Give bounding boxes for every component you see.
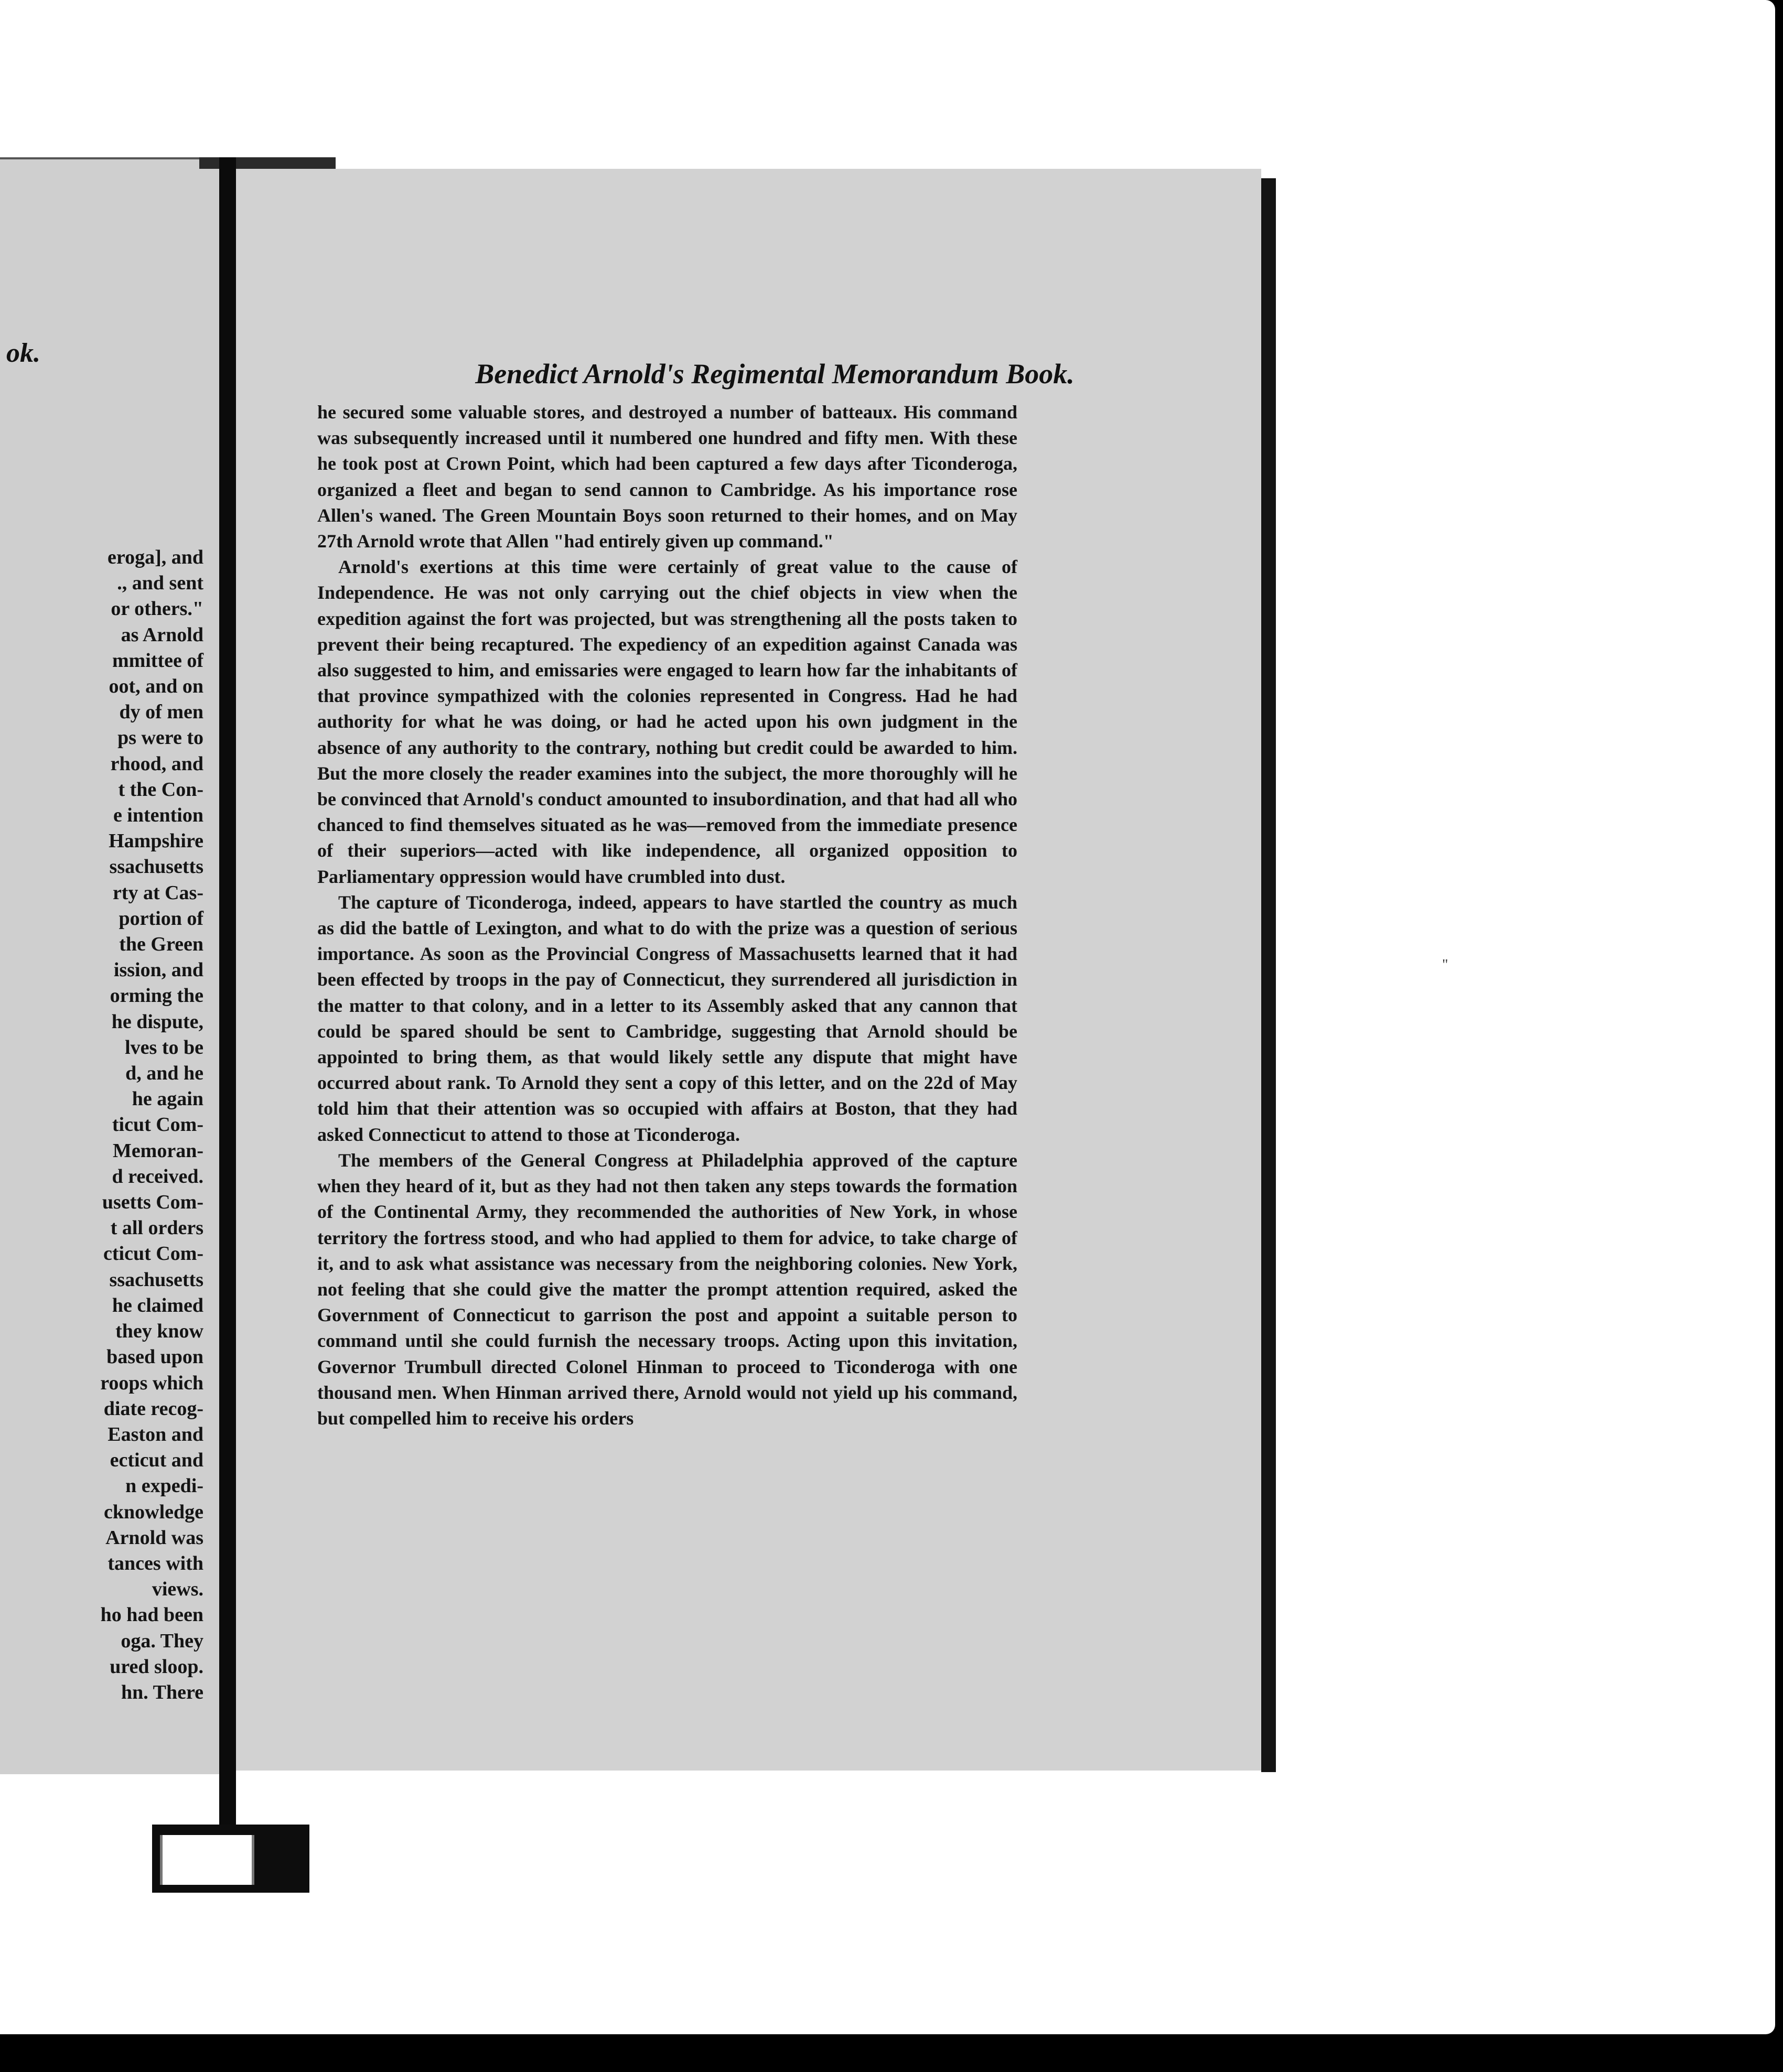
binding-tab-window [160,1835,254,1885]
stray-mark: " [1442,957,1448,973]
left-page-line: cticut Com- [103,1243,203,1265]
paragraph: he secured some valuable stores, and destroyed a number of batteaux. His command was subsequently increased until it numbered one hundred and fifty men. With these he took post at Crown Point, which had been captured a few days after Ticonderoga, organized a fleet and began to send cannon to Cambridge. As his importance rose Allen's waned. The Green Mountain Boys soon returned to their homes, and on May 27th Arnold wrote that Allen "had entirely given up command." [317,402,1017,552]
left-page-line: d, and he [125,1062,203,1085]
left-page-line: hn. There [121,1681,203,1703]
paragraph: The members of the General Congress at Philadelphia approved of the capture when they heard of it, but as they had not then taken any steps towards the formation of the Continental Army, they recommended the authorities of New York, in whose territory the fortress stood, and who had applied to them for advice, to take charge of it, and to ask what assistance was necessary from the neighboring colonies. New York, not feeling that she could give the matter the prompt attention required, asked the Government of Connecticut to garrison the post and appoint a suitable person to command until she could furnish the necessary troops. Acting upon this invitation, Governor Trumbull directed Colonel Hinman to proceed to Ticonderoga with one thousand men. When Hinman arrived there, Arnold would not yield up his command, but compelled him to receive his orders [317,1149,1017,1429]
left-page-line: mmittee of [112,649,203,672]
left-page-line: portion of [119,907,203,930]
left-page-line: ssachusetts [109,1268,203,1291]
paragraph: Arnold's exertions at this time were certainly of great value to the cause of Independence. He was not only carrying out the chief objects in view when the expedition against the fort was projected, but was strengthening all the posts taken to prevent their being recaptured. The expediency of an expedition against Canada was also suggested to him, and emissaries were engaged to learn how far the inhabitants of that province sympathized with the colonies represented in Congress. Had he had authority for what he was doing, or had he acted upon his own judgment in the absence of any authority to the contrary, nothing but credit could be awarded to him. But the more closely the reader examines into the subject, the more thoroughly will he be convinced that Arnold's conduct amounted to insubordination, and that had all who chanced to find themselves situated as he was—removed from the immediate presence of their superiors—acted with like independence, all organized opposition to Parliamentary oppression would have crumbled into dust. [317,556,1017,887]
left-page-line: Memoran- [112,1139,203,1162]
left-page-line: eroga], and [108,546,203,568]
right-page [236,169,1261,1771]
left-page-line: Easton and [108,1423,203,1445]
left-page-line: ho had been [100,1604,203,1626]
left-page-line: e intention [113,804,203,827]
left-page-line: diate recog- [103,1397,203,1420]
left-page [0,157,219,1774]
left-page-text [100,545,203,1706]
left-page-line: cknowledge [104,1501,203,1523]
left-page-line: or others." [111,598,203,620]
left-page-line: ticut Com- [112,1114,203,1136]
left-page-line: dy of men [119,701,203,724]
left-page-line: views. [152,1578,203,1601]
left-page-line: Hampshire [109,830,203,852]
gutter-bar [219,157,236,1893]
left-page-line: Arnold was [105,1526,203,1549]
left-page-line: ured sloop. [110,1655,203,1678]
left-page-line: rty at Cas- [112,881,203,904]
left-page-line: based upon [106,1346,203,1368]
left-page-line: t the Con- [118,778,203,801]
left-page-line: t all orders [110,1217,203,1239]
right-page-edge [1261,178,1276,1772]
left-page-line: tances with [108,1552,203,1574]
left-page-line: ssachusetts [109,856,203,878]
left-page-line: he dispute, [111,1010,203,1033]
left-page-line: roops which [100,1372,203,1394]
left-page-line: he claimed [112,1294,203,1316]
left-page-line: rhood, and [110,752,203,775]
left-page-line: ., and sent [117,572,203,595]
left-page-line: they know [115,1320,203,1343]
paragraph: The capture of Ticonderoga, indeed, appears to have startled the country as much as did the battle of Lexington, and what to do with the prize was a question of serious importance. As soon as the Provincial Congress of Massachusetts learned that it had been effected by troops in the pay of Connecticut, they surrendered all jurisdiction in the matter to that colony, and in a letter to its Assembly asked that any cannon that could be spared should be sent to Cambridge, suggesting that Arnold should be appointed to bring them, as that would likely settle any dispute that might have occurred about rank. To Arnold they sent a copy of this letter, and on the 22d of May told him that their attention was so occupied with affairs at Boston, that they had asked Connecticut to attend to those at Ticonderoga. [317,891,1017,1145]
left-page-line: ission, and [113,959,203,981]
left-page-running-head: ok. [6,338,40,368]
left-page-line: ps were to [117,727,203,749]
left-page-line: oot, and on [109,675,203,698]
left-page-line: d received. [112,1165,203,1188]
left-page-line: oga. They [121,1629,203,1652]
page-running-head: Benedict Arnold's Regimental Memorandum Book. [475,358,1075,390]
left-page-line: the Green [119,933,203,956]
left-page-line: he again [132,1088,203,1110]
left-page-line: lves to be [125,1036,203,1059]
left-page-line: n expedi- [125,1475,203,1497]
left-page-line: usetts Com- [102,1191,203,1214]
left-page-line: as Arnold [121,623,203,646]
left-page-line: ecticut and [110,1449,203,1472]
left-page-line: orming the [110,985,203,1007]
page-body-text [317,400,1017,1431]
